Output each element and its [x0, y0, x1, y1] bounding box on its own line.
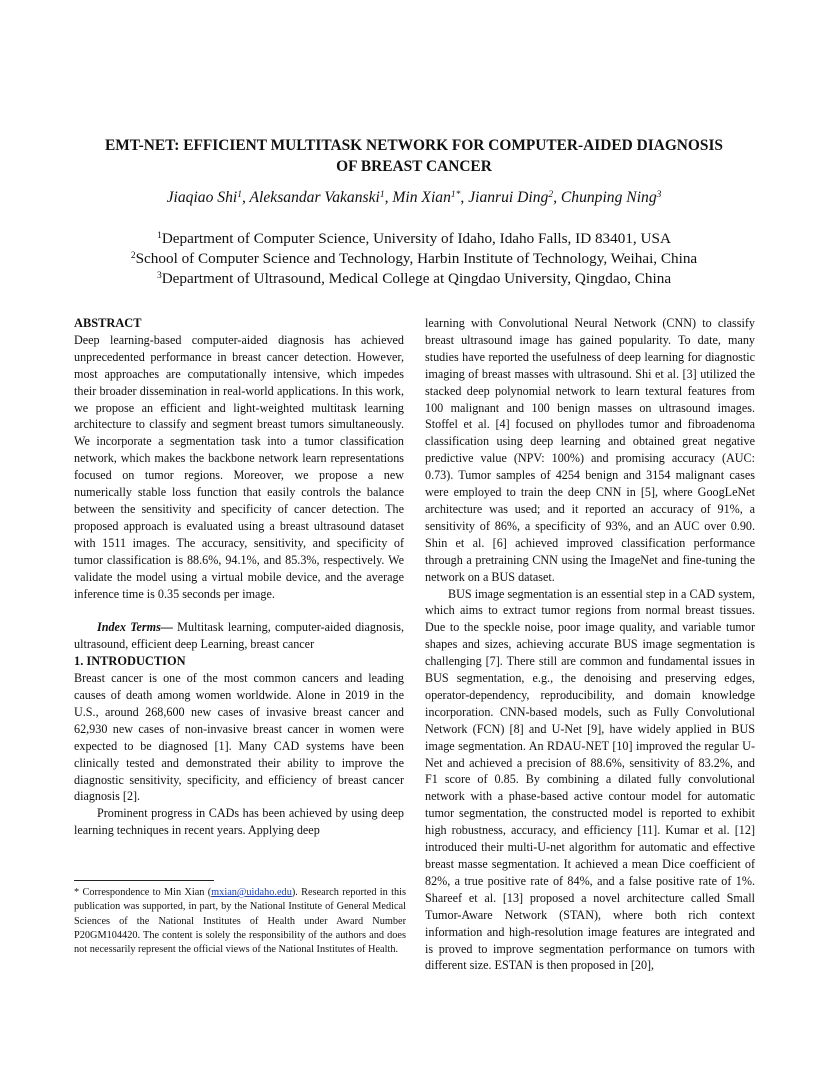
- title-line-2: OF BREAST CANCER: [336, 158, 492, 175]
- introduction-heading: 1. INTRODUCTION: [74, 654, 186, 669]
- author-list: [60, 189, 768, 207]
- affiliation: $^1$Department of Computer Science, University of Idaho, Idaho Falls, ID 83401, USA: [157, 230, 671, 247]
- right-column: [425, 315, 755, 974]
- intro-paragraph-2-continued: learning with Convolutional Neural Network (CNN) to classify breast ultrasound image has gained popularity. To date, many studies have reported the usefulness of deep learning for diagnostic imaging of breast masses with ultrasound. Shi et al. [3] utilized the stacked deep polynomial network to learn textural features from 100 malignant and 100 benign masses on ultrasound images. Stoffel et al. [4] focused on phyllodes tumor and fibroadenoma classification using deep learning and obtained great negative predictive value (NPV: 100%) and promising accuracy (AUC: 0.73). Tumor samples of 4254 benign and 3154 malignant cases were employed to train the deep CNN in [5], where GoogLeNet architecture was used; and it reported an accuracy of 91%, a sensitivity of 86%, a specificity of 93%, and an AUC over 0.90. Shin et al. [6] achieved improved classification performance through a pretraining CNN using the ImageNet and fine-tuning the network on a BUS dataset.: [425, 316, 755, 584]
- title-line-1: EMT-NET: EFFICIENT MULTITASK NETWORK FOR COMPUTER-AIDED DIAGNOSIS: [105, 137, 723, 154]
- author: Aleksandar Vakanski$^1$,: [249, 189, 393, 206]
- intro-paragraph-1: Breast cancer is one of the most common cancers and leading causes of death among women worldwide. Alone in 2019 in the U.S., around 268,600 new cases of invasive breast cancer and 62,930 new cases of non-invasive breast cancer in women were expected to be diagnosed [1]. Many CAD systems have been clinically tested and demonstrated their ability to improve the diagnostic sensitivity, specificity, and efficiency of breast cancer diagnosis [2].: [74, 671, 404, 804]
- affiliation: $^2$School of Computer Science and Technology, Harbin Institute of Technology, Weihai, China: [130, 250, 698, 267]
- paper-title: [60, 135, 768, 177]
- author: Jiaqiao Shi$^1$,: [166, 189, 250, 206]
- intro-paragraph-2: Prominent progress in CADs has been achieved by using deep learning techniques in recent years. Applying deep: [74, 806, 404, 838]
- index-terms-label: Index Terms—: [97, 620, 173, 635]
- left-column: [74, 315, 404, 839]
- author: Min Xian$^{1*}$,: [392, 189, 469, 206]
- abstract-heading: ABSTRACT: [74, 316, 142, 330]
- index-terms-text: Multitask learning, computer-aided diagnosis, ultrasound, efficient deep Learning, breast cancer: [74, 620, 404, 652]
- intro-paragraph-3: BUS image segmentation is an essential step in a CAD system, which aims to extract tumor regions from normal breast tissues. Due to the speckle noise, poor image quality, and variable tumor shapes and sizes, achieving accurate BUS image segmentation is challenging [7]. There still are common and fundamental issues in BUS segmentation, e.g., the denoising and preserving edges, operator-dependency, reproducibility, and domain knowledge incorporation. CNN-based models, such as Fully Convolutional Network (FCN) [8] and U-Net [9], have widely applied in BUS image segmentation. An RDAU-NET [10] improved the regular U-Net and achieved a precision of 88.6%, sensitivity of 83.2%, and F1 score of 0.85. By combining a dilated fully convolutional network with a phase-based active contour model for automatic tumor segmentation, the constructed model is reported to exhibit high robustness, accuracy, and efficiency [11]. Kumar et al. [12] introduced their multi-U-net algorithm for automatic and effective breast masse segmentation. It achieved a mean Dice coefficient of 82%, a true positive rate of 84%, and a false positive rate of 1%. Shareef et al. [13] proposed a novel architecture called Small Tumor-Aware Network (STAN), where both rich context information and high-resolution image features are integrated and is proved to improve segmentation performance on tumors with different size. ESTAN is then proposed in [20],: [425, 586, 755, 973]
- footnote-divider: [74, 880, 214, 881]
- email-link[interactable]: mxian@uidaho.edu: [211, 887, 292, 898]
- abstract-text: Deep learning-based computer-aided diagnosis has achieved unprecedented performance in breast cancer detection. However, most approaches are computationally intensive, which impedes their broader dissemination in real-world applications. In this work, we propose an efficient and light-weighted multitask learning architecture to classify and segment breast tumors simultaneously. We incorporate a segmentation task into a tumor classification network, which makes the backbone network learn representations focused on tumor regions. Moreover, we propose a new numerically stable loss function that easily controls the balance between the sensitivity and specificity of cancer detection. The proposed approach is evaluated using a breast ultrasound dataset with 1511 images. The accuracy, sensitivity, and specificity of tumor classification is 88.6%, 94.1%, and 85.3%, respectively. We validate the model using a virtual mobile device, and the average inference time is 0.35 seconds per image.: [74, 332, 404, 601]
- author: Chunping Ning$^3$: [560, 189, 662, 206]
- affiliation: $^3$Department of Ultrasound, Medical College at Qingdao University, Qingdao, China: [156, 270, 672, 287]
- affiliation-list: [60, 229, 768, 289]
- index-terms: [74, 619, 404, 653]
- author: Jianrui Ding$^2$,: [468, 189, 561, 206]
- footnote: * Correspondence to Min Xian (mxian@uidaho.edu). Research reported in this publication was supported, in part, by the National Institute of General Medical Sciences of the National Institutes of Health under Award Number P20GM104420. The content is solely the responsibility of the authors and does not necessarily represent the official views of the National Institutes of Health.: [74, 887, 406, 956]
